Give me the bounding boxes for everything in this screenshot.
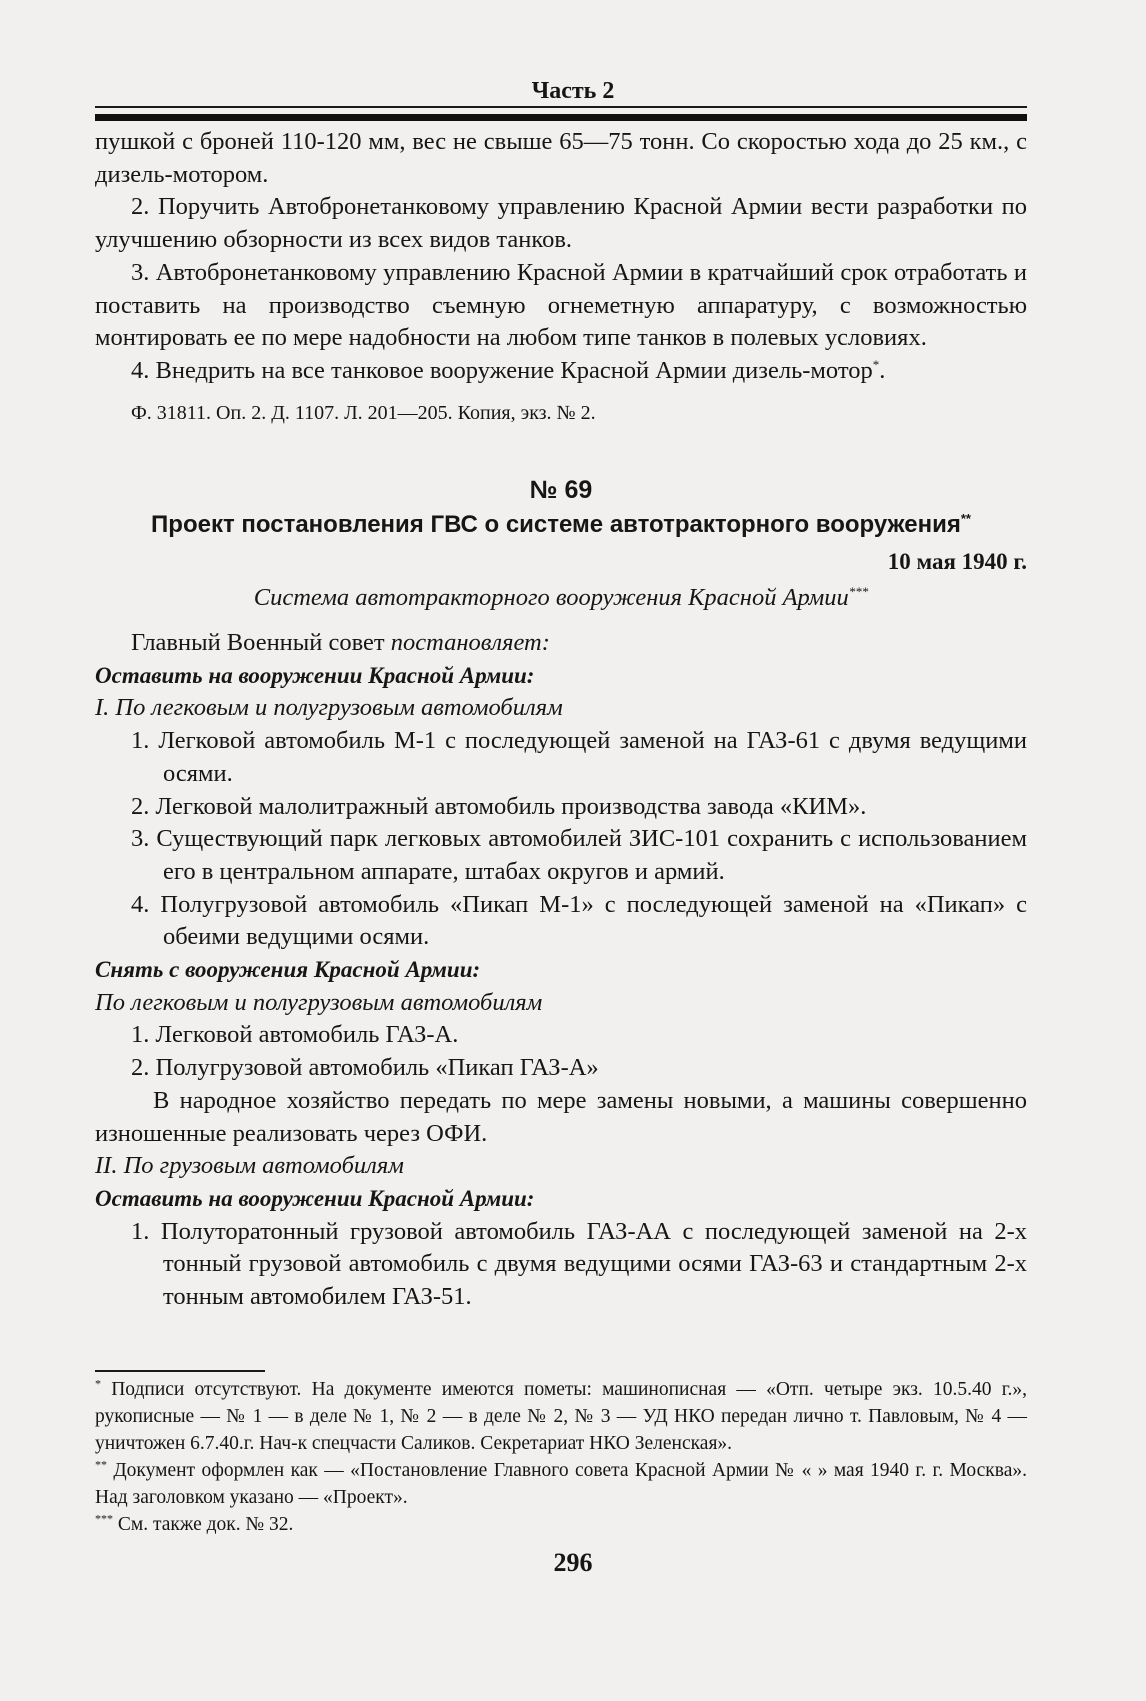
remove-subheading: По легковым и полугрузовым автомобилям [95, 988, 543, 1016]
keep-heading-1: Оставить на вооружении Красной Армии: [95, 662, 535, 688]
page-number: 296 [553, 1548, 593, 1577]
council-verb: постановляет: [390, 629, 550, 657]
footnotes [95, 1376, 1027, 1538]
footnote-ref-1: * [872, 356, 880, 372]
footnote-2-text: Документ оформлен как — «Постановление Главного совета Красной Армии № « » мая 1940 г. г. Москва». Над заголовком указано — «Проект». [95, 1460, 1027, 1508]
continuation-paragraph: пушкой с броней 110-120 мм, вес не свыше 65—75 тонн. Со скоростью хода до 25 км., с дизель-мотором. [95, 128, 1027, 188]
keep-item-1: 1. Легковой автомобиль М-1 с последующей заменой на ГАЗ-61 с двумя ведущими осями. [131, 727, 1027, 787]
document-subtitle-text: Система автотракторного вооружения Красной Армии [253, 584, 849, 612]
page-body [95, 126, 1027, 1314]
header-rule-thin [95, 106, 1027, 108]
archive-source: Ф. 31811. Оп. 2. Д. 1107. Л. 201—205. Копия, экз. № 2. [131, 401, 596, 424]
footnote-1 [95, 1376, 1027, 1457]
footnote-ref-2: ** [960, 510, 971, 526]
footnote-ref-3: *** [848, 584, 869, 600]
clause-4-text: 4. Внедрить на все танковое вооружение Красной Армии дизель-мотор [131, 356, 873, 384]
footnote-3-text: См. также док. № 32. [113, 1514, 294, 1535]
section-2-heading: II. По грузовым автомобилям [95, 1152, 404, 1180]
keep-item-2: 2. Легковой малолитражный автомобиль производства завода «КИМ». [131, 792, 867, 820]
footnote-3-mark: *** [95, 1511, 113, 1526]
document-date: 10 мая 1940 г. [887, 548, 1027, 574]
section-1-heading: I. По легковым и полугрузовым автомобилям [95, 694, 563, 722]
keep-item-3: 3. Существующий парк легковых автомобилей ЗИС-101 сохранить с использованием его в центральном аппарате, штабах округов и армий. [131, 825, 1027, 885]
header-rule-thick [95, 114, 1027, 121]
footnote-2 [95, 1457, 1027, 1511]
clause-2: 2. Поручить Автобронетанковому управлению Красной Армии вести разработки по улучшению обзорности из всех видов танков. [95, 193, 1027, 254]
footnote-2-mark: ** [95, 1457, 107, 1472]
remove-item-1: 1. Легковой автомобиль ГАЗ-А. [131, 1021, 459, 1049]
truck-item-1: 1. Полуторатонный грузовой автомобиль ГАЗ-АА с последующей заменой на 2-х тонный грузовой автомобиль с двумя ведущими осями ГАЗ-63 и стандартным 2-х тонным автомобилем ГАЗ-51. [131, 1217, 1027, 1311]
clause-4-end: . [879, 356, 886, 384]
council-text: Главный Военный совет [131, 629, 391, 657]
council-resolution [95, 627, 1027, 660]
keep-heading-2: Оставить на вооружении Красной Армии: [95, 1185, 535, 1211]
document-title-text: Проект постановления ГВС о системе автотракторного вооружения [151, 510, 961, 538]
footnote-rule [95, 1370, 265, 1372]
remove-heading: Снять с вооружения Красной Армии: [95, 957, 481, 983]
keep-item-4: 4. Полугрузовой автомобиль «Пикап М-1» с последующей заменой на «Пикап» с обеими ведущими осями. [131, 890, 1027, 951]
clause-3: 3. Автобронетанковому управлению Красной Армии в кратчайший срок отработать и поставить на производство съемную огнеметную аппаратуру, с возможностью монтировать ее по мере надобности на любом типе танков в полевых условиях. [95, 258, 1027, 352]
document-subtitle [95, 582, 1027, 615]
footnote-1-mark: * [95, 1376, 101, 1391]
running-header: Часть 2 [531, 78, 615, 104]
remove-item-2: 2. Полугрузовой автомобиль «Пикап ГАЗ-А» [131, 1054, 599, 1082]
document-number: № 69 [529, 475, 593, 504]
footnote-3 [95, 1511, 1027, 1538]
footnote-1-text: Подписи отсутствуют. На документе имеются пометы: машинописная — «Отп. четыре экз. 10.5.40 г.», рукописные — № 1 — в деле № 1, № 2 — в деле № 2, № 3 — УД НКО передан лично т. Павловым, № 4 — уничтожен 6.7.40.г. Нач-к спецчасти Саликов. Секретариат НКО Зеленская». [95, 1379, 1027, 1454]
document-title [95, 508, 1027, 542]
transfer-paragraph: В народное хозяйство передать по мере замены новыми, а машины совершенно изношенные реализовать через ОФИ. [95, 1086, 1027, 1147]
clause-4 [95, 355, 1027, 388]
